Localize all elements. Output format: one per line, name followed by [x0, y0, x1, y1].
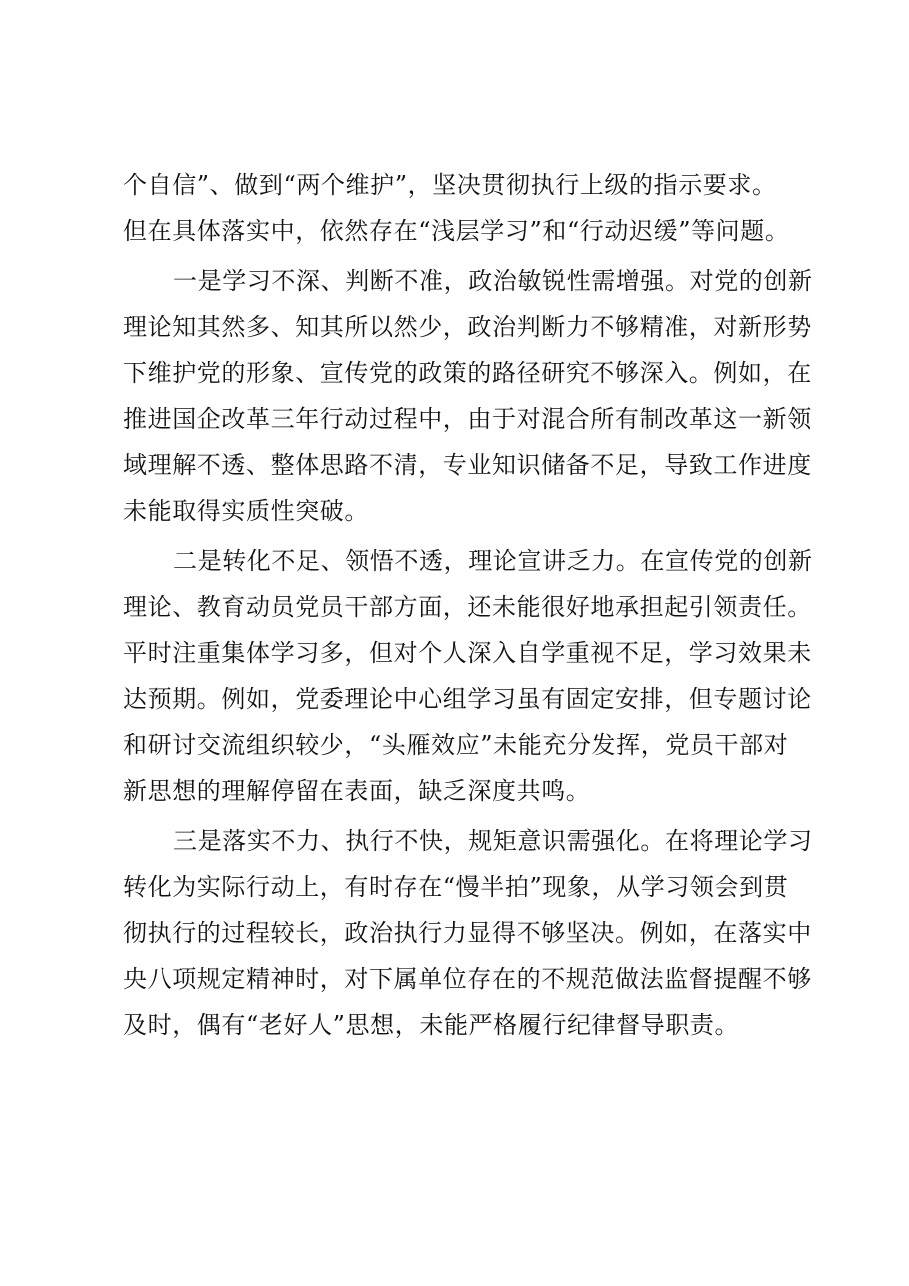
text-line: 转化为实际行动上，有时存在“慢半拍”现象，从学习领会到贯 [123, 873, 789, 901]
text-line: 域理解不透、整体思路不清，专业知识储备不足，导致工作进度 [123, 451, 812, 479]
text-line: 彻执行的过程较长，政治执行力显得不够坚决。例如，在落实中 [123, 919, 812, 947]
text-line: 央八项规定精神时，对下属单位存在的不规范做法监督提醒不够 [123, 965, 812, 993]
text-line: 二是转化不足、领悟不透，理论宣讲乏力。在宣传党的创新 [173, 547, 813, 575]
text-line: 平时注重集体学习多，但对个人深入自学重视不足，学习效果未 [123, 639, 812, 667]
paragraph-intro-continued [123, 162, 798, 254]
paragraph-issue-two [123, 538, 813, 814]
paragraph-issue-one [123, 258, 813, 534]
text-line: 达预期。例如，党委理论中心组学习虽有固定安排，但专题讨论 [123, 685, 812, 713]
text-line: 一是学习不深、判断不准，政治敏锐性需增强。对党的创新 [173, 267, 813, 295]
text-line: 未能取得实质性突破。 [123, 497, 369, 525]
text-line: 理论知其然多、知其所以然少，政治判断力不够精准，对新形势 [123, 313, 812, 341]
paragraph-issue-three [123, 818, 813, 1048]
text-line: 三是落实不力、执行不快，规矩意识需强化。在将理论学习 [173, 827, 813, 855]
document-body [123, 162, 813, 1048]
text-line: 推进国企改革三年行动过程中，由于对混合所有制改革这一新领 [123, 405, 812, 433]
text-line: 新思想的理解停留在表面，缺乏深度共鸣。 [123, 777, 591, 805]
text-line: 理论、教育动员党员干部方面，还未能很好地承担起引领责任。 [123, 593, 812, 621]
text-line: 但在具体落实中，依然存在“浅层学习”和“行动迟缓”等问题。 [123, 217, 790, 245]
text-line: 下维护党的形象、宣传党的政策的路径研究不够深入。例如，在 [123, 359, 812, 387]
text-line: 个自信”、做到“两个维护”，坚决贯彻执行上级的指示要求。 [123, 171, 777, 199]
text-line: 及时，偶有“老好人”思想，未能严格履行纪律督导职责。 [123, 1011, 740, 1039]
text-line: 和研讨交流组织较少，“头雁效应”未能充分发挥，党员干部对 [123, 731, 789, 759]
